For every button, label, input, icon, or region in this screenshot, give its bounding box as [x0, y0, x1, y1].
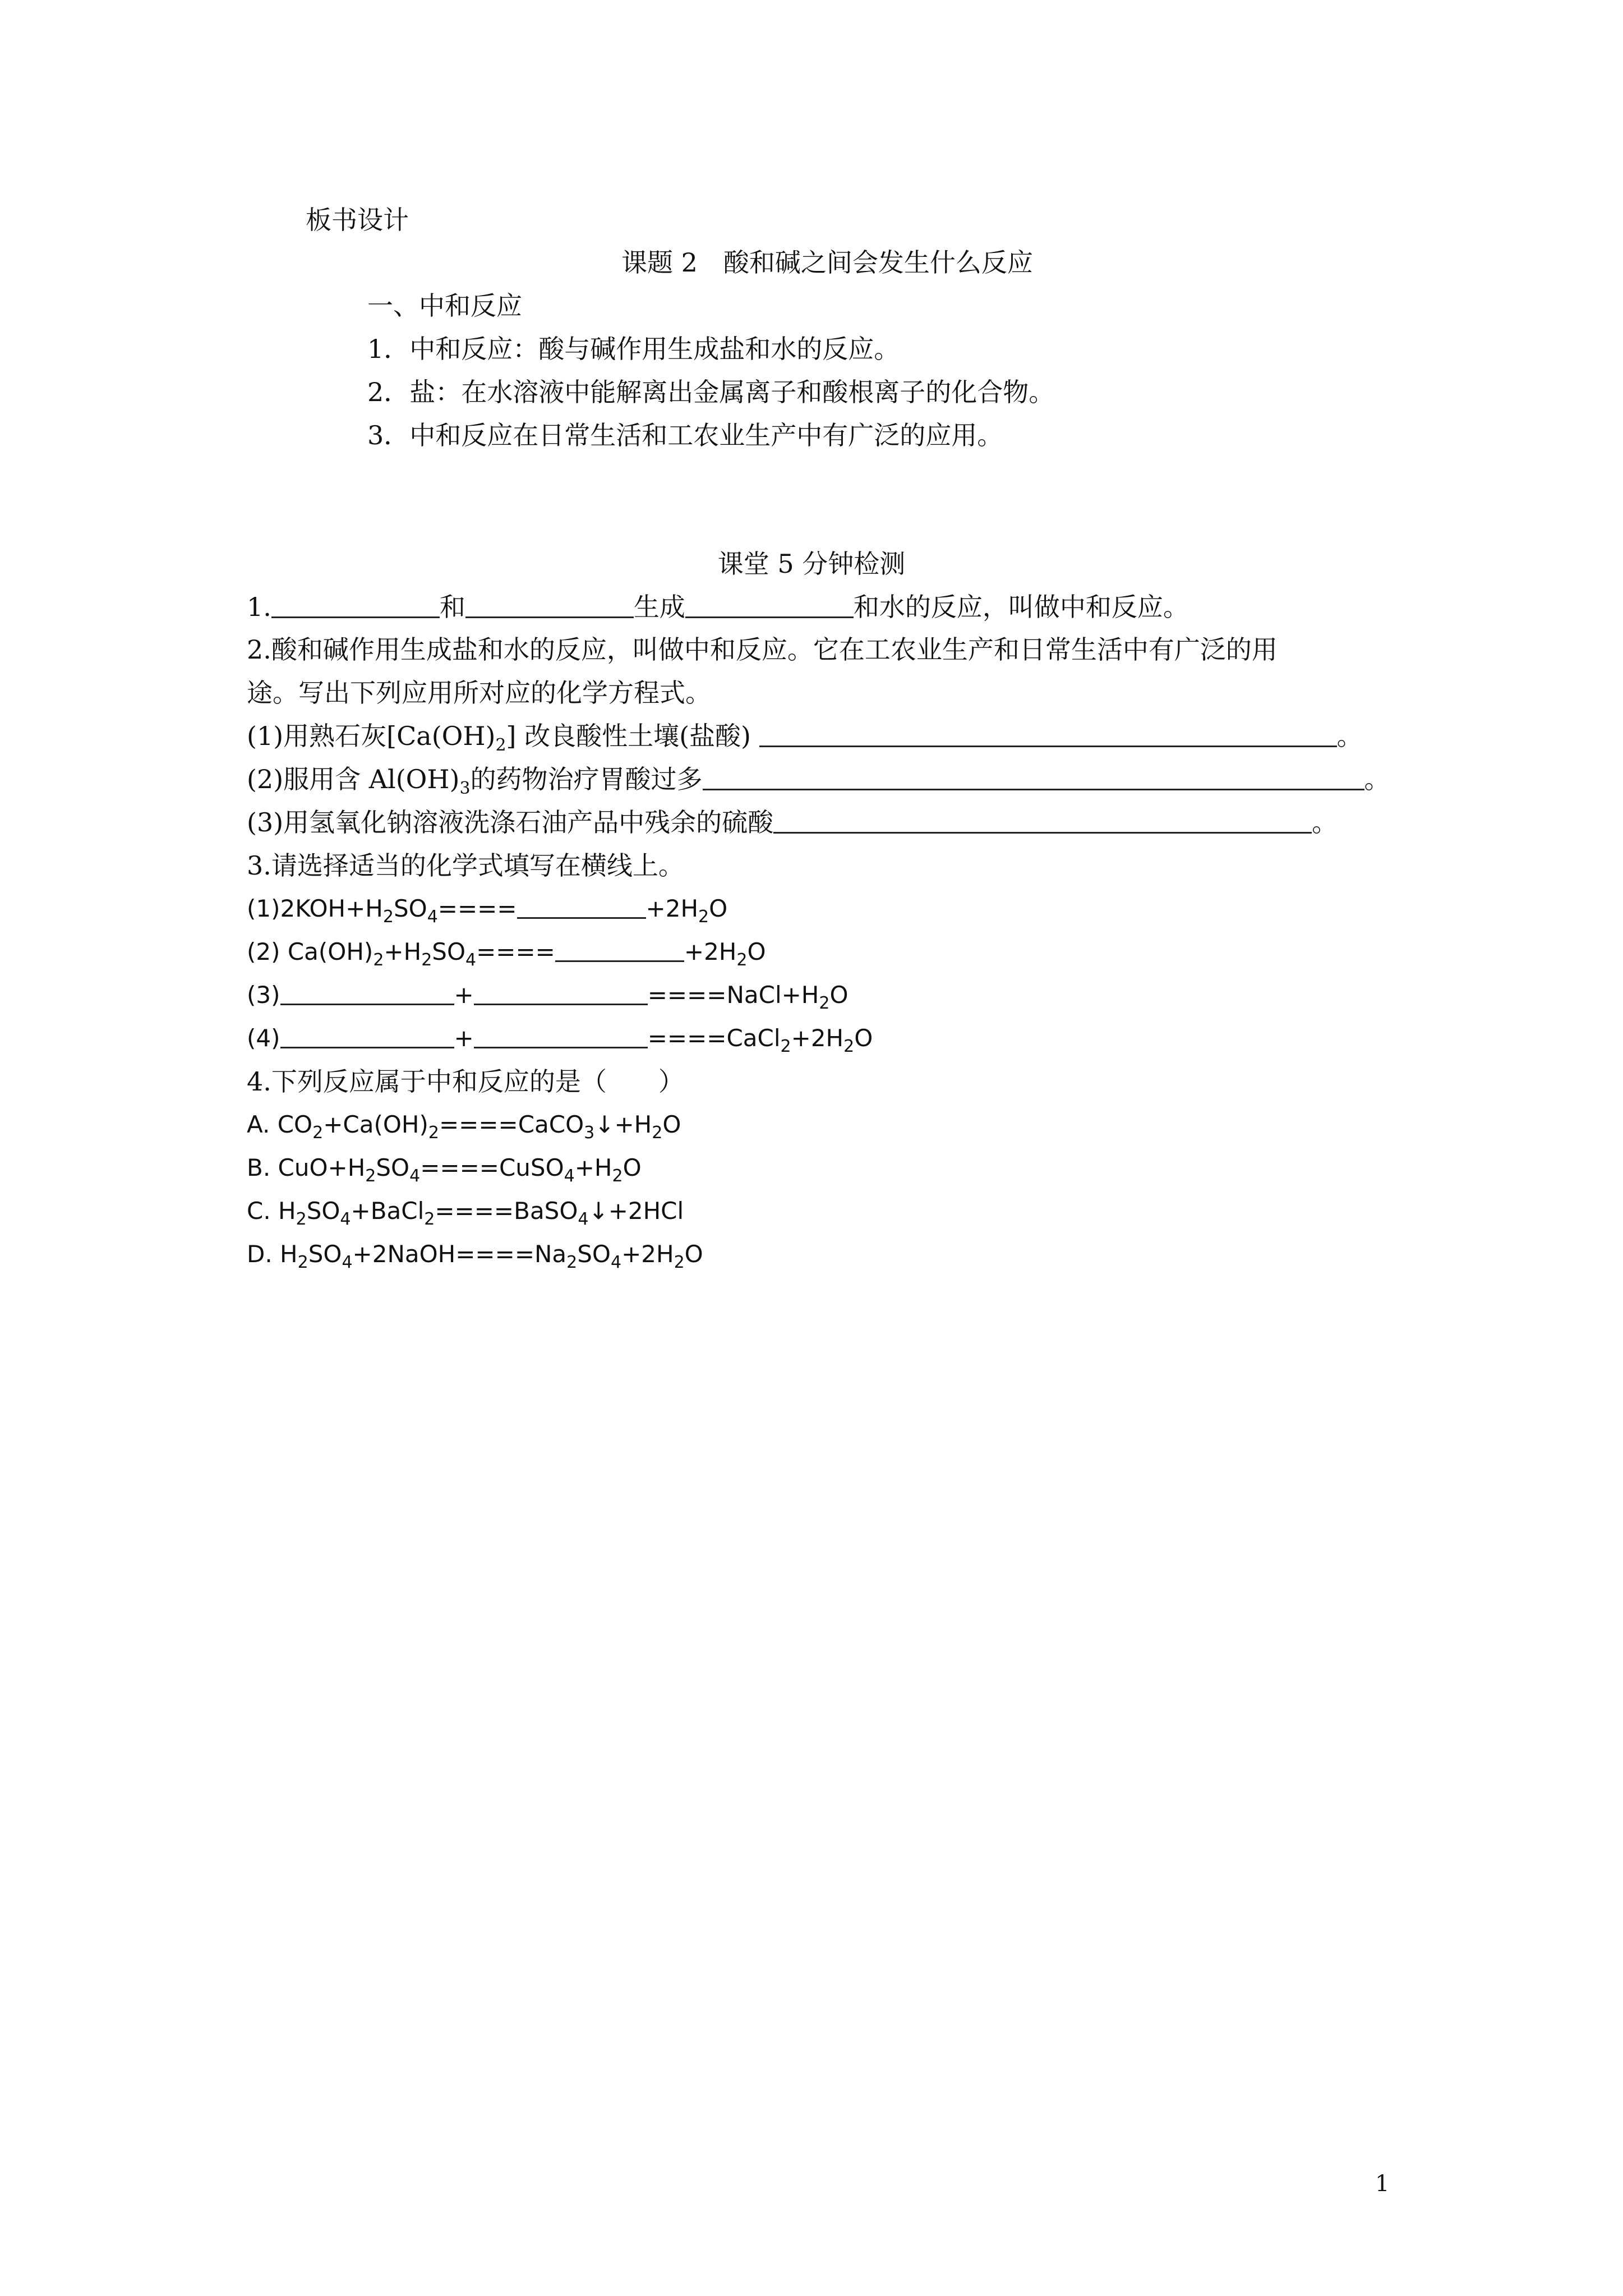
subscript: 2	[674, 1253, 685, 1272]
formula-part: ====NaCl+H	[647, 981, 819, 1009]
subscript: 3	[584, 1123, 595, 1143]
formula-part: A. CO	[247, 1111, 313, 1138]
q3-item-2-blank[interactable]	[555, 938, 684, 962]
quiz-title: 课堂 5 分钟检测	[717, 549, 906, 579]
formula-part: SO	[376, 1154, 410, 1181]
q1-blank-1[interactable]	[271, 594, 440, 618]
subscript: 4	[409, 1166, 421, 1186]
board-point-3: 3．中和反应在日常生活和工农业生产中有广泛的应用。	[367, 420, 1003, 450]
formula-part: +H	[384, 938, 422, 965]
subscript: 4	[465, 950, 477, 970]
period: 。	[1364, 764, 1390, 794]
q3-item-3-blank-2[interactable]	[474, 981, 648, 1005]
q3-item-1-blank[interactable]	[517, 895, 646, 919]
formula-part: +2H	[645, 895, 699, 922]
board-point-1: 1．中和反应：酸与碱作用生成盐和水的反应。	[367, 334, 900, 364]
subscript: 2	[373, 950, 384, 970]
q4-option-a[interactable]	[247, 1108, 681, 1142]
formula-part: O	[709, 895, 728, 922]
q1-tail: 和水的反应，叫做中和反应。	[853, 592, 1189, 622]
q1-blank-3[interactable]	[685, 594, 854, 618]
question-2-line-2: 途。写出下列应用所对应的化学方程式。	[247, 678, 711, 708]
subscript: 2	[424, 1209, 435, 1229]
subscript: 2	[736, 950, 748, 970]
q2-item-1-answer-blank[interactable]	[759, 723, 1337, 747]
formula-part: SO	[393, 895, 427, 922]
q1-blank-2[interactable]	[465, 594, 634, 618]
formula-part: +BaCl	[351, 1197, 425, 1225]
formula-part: O	[684, 1240, 703, 1268]
q1-word-and: 和	[439, 592, 465, 622]
formula-part: +H	[574, 1154, 612, 1181]
question-1	[247, 590, 1189, 624]
subscript: 2	[566, 1253, 578, 1272]
subscript: 2	[428, 1123, 439, 1143]
subscript: 2	[819, 993, 830, 1013]
plus-sign: +	[454, 1024, 474, 1052]
lesson-title: 课题 2 酸和碱之间会发生什么反应	[621, 247, 1033, 278]
q3-item-4-blank-2[interactable]	[474, 1024, 648, 1048]
formula-part: D. H	[247, 1240, 298, 1268]
board-heading: 板书设计	[306, 205, 409, 235]
subscript: 4	[564, 1166, 575, 1186]
subscript: 2	[312, 1123, 324, 1143]
page-number: 1	[1375, 2171, 1390, 2197]
q3-item-4	[247, 1022, 873, 1055]
subscript: 2	[297, 1253, 308, 1272]
formula-part: B. CuO+H	[247, 1154, 366, 1181]
formula-part: +2NaOH====Na	[352, 1240, 567, 1268]
formula-part: ====BaSO	[435, 1197, 578, 1225]
q3-item-3	[247, 978, 849, 1012]
subscript: 2	[652, 1123, 663, 1143]
q2-item-2-answer-blank[interactable]	[703, 766, 1364, 790]
q2-item-1-text-2: ] 改良酸性土壤(盐酸)	[506, 721, 751, 751]
formula-part: O	[747, 938, 766, 965]
formula-part: ====	[476, 938, 555, 965]
subscript: 2	[421, 950, 432, 970]
subscript: 2	[780, 1037, 791, 1056]
subscript: 4	[578, 1209, 589, 1229]
formula-part: ↓+H	[594, 1111, 652, 1138]
formula-part: ====	[437, 895, 517, 922]
formula-part: ====CaCO	[439, 1111, 584, 1138]
q3-item-1	[247, 892, 727, 926]
q2-item-2-text: (2)服用含 Al(OH)	[247, 764, 460, 794]
q4-option-b[interactable]	[247, 1151, 642, 1185]
formula-part: O	[854, 1024, 873, 1052]
formula-part: ====CaCl	[647, 1024, 781, 1052]
subscript: 2	[612, 1166, 623, 1186]
formula-part: SO	[308, 1240, 342, 1268]
q4-option-c[interactable]	[247, 1194, 684, 1228]
q3-item-3-blank-1[interactable]	[280, 981, 454, 1005]
formula-part: O	[829, 981, 849, 1009]
subscript: 4	[340, 1209, 351, 1229]
q3-item-4-blank-1[interactable]	[280, 1024, 454, 1048]
subscript: 2	[843, 1037, 855, 1056]
q3-item-2	[247, 935, 766, 969]
formula-part: +Ca(OH)	[323, 1111, 428, 1138]
q2-item-3	[247, 806, 1338, 839]
subscript: 4	[342, 1253, 353, 1272]
q2-item-3-text: (3)用氢氧化钠溶液洗涤石油产品中残余的硫酸	[247, 807, 774, 838]
formula-part: +2H	[791, 1024, 844, 1052]
formula-part: (4)	[247, 1024, 280, 1052]
q2-item-3-answer-blank[interactable]	[773, 809, 1312, 834]
period: 。	[1336, 721, 1363, 751]
section-heading: 一、中和反应	[367, 291, 522, 321]
formula-part: C. H	[247, 1197, 296, 1225]
subscript: 2	[365, 1166, 376, 1186]
formula-part: (2) Ca(OH)	[247, 938, 374, 965]
subscript: 3	[459, 779, 471, 798]
plus-sign: +	[454, 981, 474, 1009]
formula-part: SO	[577, 1240, 611, 1268]
question-2-line-1: 2.酸和碱作用生成盐和水的反应，叫做中和反应。它在工农业生产和日常生活中有广泛的用	[247, 634, 1278, 665]
formula-part: (3)	[247, 981, 280, 1009]
subscript: 2	[698, 907, 709, 927]
subscript: 2	[382, 907, 394, 927]
formula-part: ↓+2HCl	[588, 1197, 684, 1225]
formula-part: SO	[432, 938, 466, 965]
subscript: 2	[495, 735, 506, 755]
formula-part: ====CuSO	[420, 1154, 564, 1181]
q1-number: 1.	[247, 592, 271, 622]
q2-item-1	[247, 719, 1363, 753]
subscript: 4	[610, 1253, 622, 1272]
q2-item-1-text: (1)用熟石灰[Ca(OH)	[247, 721, 496, 751]
formula-part: +2H	[684, 938, 737, 965]
q4-option-d[interactable]	[247, 1237, 703, 1271]
q2-item-2-text-2: 的药物治疗胃酸过多	[470, 764, 703, 794]
question-3-title: 3.请选择适当的化学式填写在横线上。	[247, 850, 684, 881]
q2-item-2	[247, 762, 1390, 796]
formula-part: (1)2KOH+H	[247, 895, 383, 922]
subscript: 2	[296, 1209, 307, 1229]
formula-part: O	[623, 1154, 642, 1181]
subscript: 4	[427, 907, 438, 927]
question-4-title: 4.下列反应属于中和反应的是（ ）	[247, 1066, 684, 1097]
formula-part: SO	[306, 1197, 340, 1225]
board-point-2: 2．盐：在水溶液中能解离出金属离子和酸根离子的化合物。	[367, 377, 1055, 407]
formula-part: +2H	[621, 1240, 674, 1268]
period: 。	[1312, 807, 1338, 838]
formula-part: O	[662, 1111, 681, 1138]
q1-word-produce: 生成	[633, 592, 685, 622]
